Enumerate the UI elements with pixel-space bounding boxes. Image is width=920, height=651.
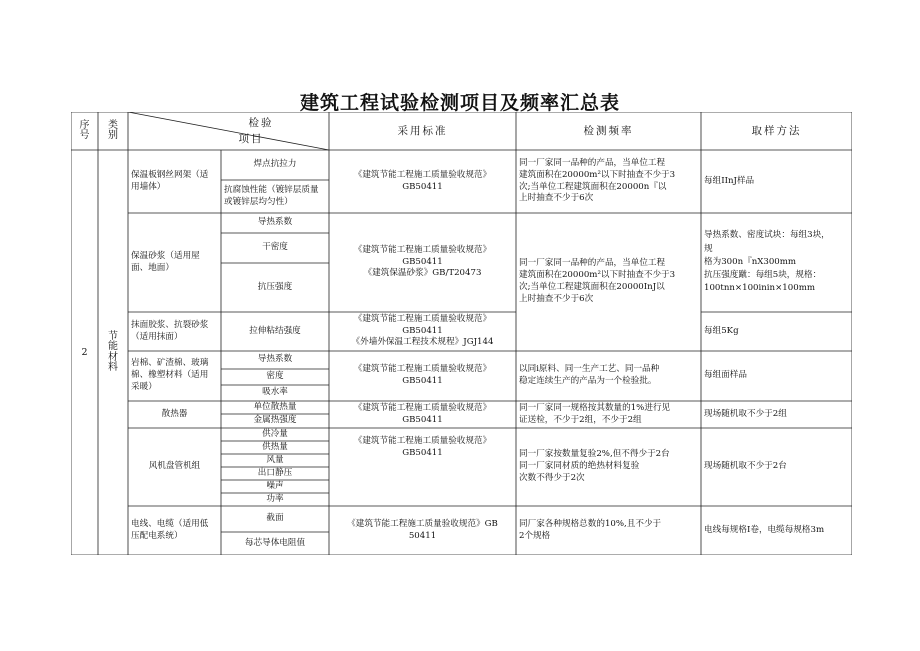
header-standard: 采用标准 (397, 124, 448, 137)
material-mortar: 保温砂浆（适用屋 面、地面） (131, 250, 200, 273)
seq-cell: 2 (81, 346, 88, 358)
param-wool-density: 密度 (266, 371, 284, 382)
header-sampling: 取样方法 (751, 124, 802, 137)
header-item-line2: 项目 (238, 132, 264, 145)
standard-cable: 《建筑节能工程施工质量验收规范》GB 50411 (347, 518, 498, 541)
param-cross-section: 截面 (266, 513, 284, 524)
material-radiator: 散热器 (161, 408, 188, 419)
material-fan-coil: 风机盘管机组 (148, 461, 201, 472)
category-cell: 节 能 材 料 (108, 330, 118, 373)
param-metal-heat-strength: 金属热强度 (253, 415, 297, 426)
param-weld-tensile: 焊点抗拉力 (253, 159, 297, 170)
standard-plaster: 《建筑节能工程施工质量验收规范》 GB50411 《外墙外保温工程技术规程》JGJ144 (351, 313, 494, 348)
frequency-fan-coil: 同一厂家按数量复验2%,但不得少于2台 同一厂家同材质的绝热材料复验 次数不得少于2次 (519, 449, 670, 483)
param-wool-conductivity: 导热系数 (257, 354, 293, 365)
sampling-plaster: 每组5Kg (704, 325, 739, 336)
param-compressive-strength: 抗压强度 (257, 281, 293, 292)
standard-mortar: 《建筑节能工程施工质量验收规范》 GB50411 《建筑保温砂浆》GB/T20473 (353, 244, 492, 279)
sampling-wool: 每组面样品 (704, 370, 747, 381)
param-outlet-static-pressure: 出口静压 (257, 467, 293, 478)
param-heating-capacity: 供热量 (262, 441, 288, 452)
header-seq: 序 号 (79, 119, 90, 141)
param-conductor-resistance: 每芯导体电阻值 (244, 537, 306, 548)
param-tensile-bond: 拉伸粘结强度 (249, 325, 301, 336)
standard-fan-coil: 《建筑节能工程施工质量验收规范》 GB50411 (353, 436, 492, 458)
sampling-fan-coil: 现场随机取不少于2台 (704, 461, 787, 472)
frequency-wool: 以同i原料、同一生产工艺、同一品种 稳定连续生产的产品为一个检验批。 (519, 364, 660, 386)
param-dry-density: 干密度 (262, 242, 288, 253)
param-corrosion: 抗腐蚀性能（镀锌层质量 或镀锌层均匀性） (224, 184, 319, 207)
header-frequency: 检测频率 (583, 124, 634, 137)
frequency-cable: 同厂家各种规格总数的10%,且不少于 2个规格 (519, 518, 662, 541)
param-noise: 噪声 (266, 480, 284, 491)
material-cable: 电线、电缆（适用低 压配电系统） (131, 518, 209, 541)
frequency-mortar: 同一厂家同一品种的产品，当单位工程 建筑面积在20000m²以下时抽查不少于3 次;当单位工程建筑面积在20000InJ以 上时抽查不少于6次 (519, 258, 676, 304)
sampling-steel-frame: 每组IInJ样品 (704, 175, 755, 186)
summary-table (71, 112, 852, 555)
header-item-line1: 检验 (248, 116, 274, 129)
param-cooling-capacity: 供冷量 (262, 428, 288, 439)
param-power: 功率 (266, 493, 284, 504)
param-wool-water-absorption: 吸水率 (262, 387, 288, 398)
material-plaster: 抹面胶浆、抗裂砂浆 （适用抹面） (131, 319, 209, 342)
standard-steel-frame: 《建筑节能工程施工质量验收规范》 GB50411 (353, 169, 492, 192)
standard-radiator: 《建筑节能工程施工质量验收规范》 GB50411 (353, 402, 492, 425)
frequency-radiator: 同一厂家同一规格按其数量的1%进行见 证送检，不少于2组，不少于2组 (519, 402, 671, 425)
param-air-volume: 风量 (266, 454, 284, 465)
param-unit-heat: 单位散热量 (253, 401, 297, 412)
standard-wool: 《建筑节能工程施工质量验收规范》 GB50411 (353, 364, 492, 386)
param-thermal-conductivity: 导热系数 (257, 217, 293, 228)
header-category: 类 别 (108, 119, 118, 141)
sampling-mortar: 导热系数、密度试块：每组3块， 规 格为300n『nX300mm 抗压强度蹴：每组5块，规格： 100tnn×100inin×100mm (704, 230, 830, 294)
sampling-cable: 电线每规格I卷，电缆每规格3m (704, 524, 825, 535)
material-wool: 岩棉、矿渣棉、玻璃 棉、橡塑材料（适用 采暖） (131, 358, 209, 392)
material-steel-frame: 保温板钢丝网架（适 用墙体） (131, 169, 209, 192)
sampling-radiator: 现场随机取不少于2组 (704, 408, 787, 419)
page-title: 建筑工程试验检测项目及频率汇总表 (299, 92, 620, 114)
frequency-steel-frame: 同一厂家同一品种的产品，当单位工程 建筑面积在20000m²以下时抽查不少于3 次;当单位工程建筑面积在20000n『以 上时抽查不少于6次 (519, 157, 676, 204)
